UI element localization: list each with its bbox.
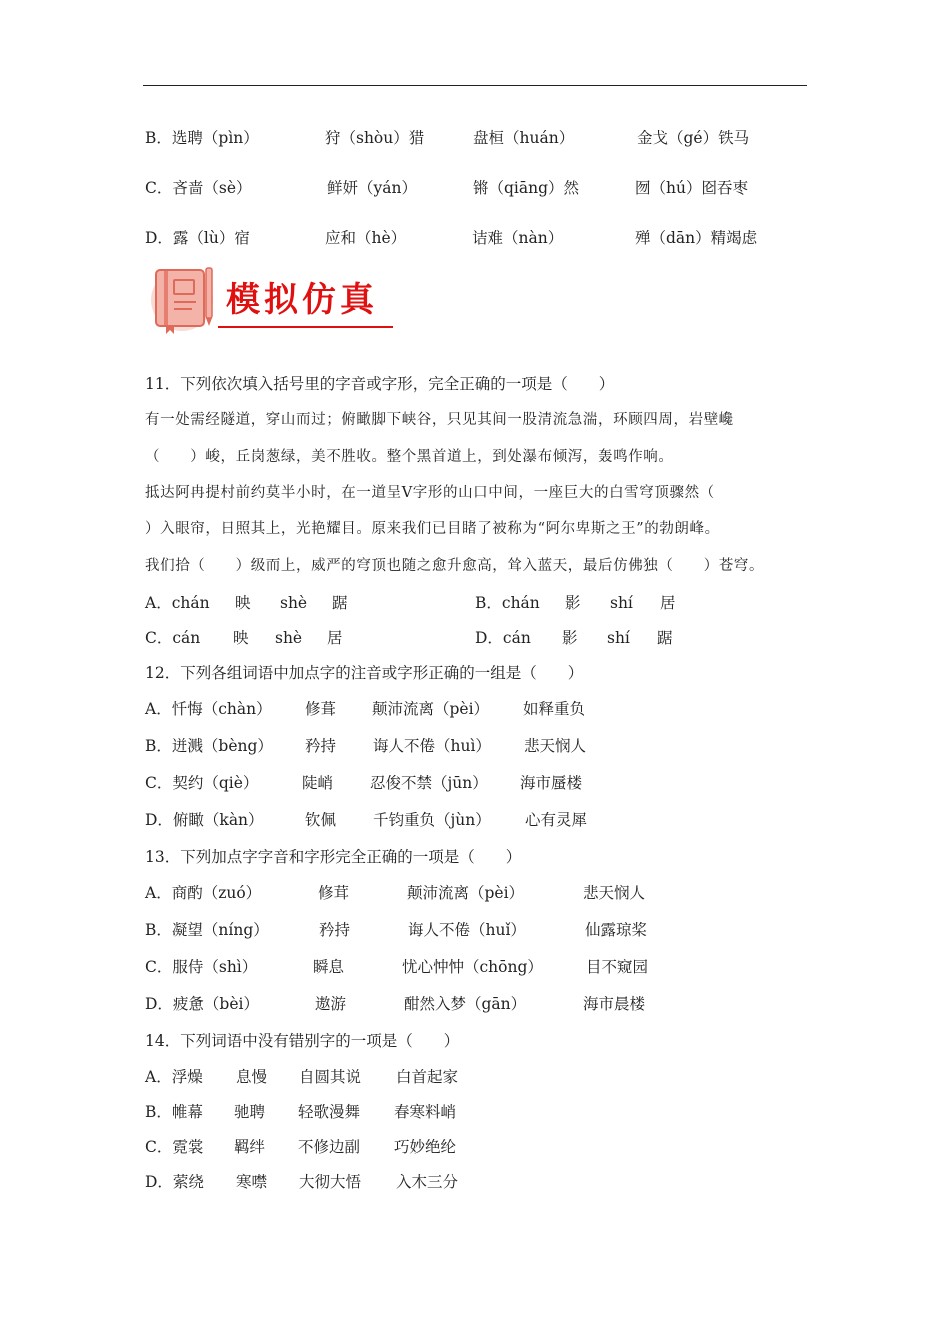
option-text: shí (610, 594, 633, 612)
option-text: 金戈（gé）铁马 (637, 129, 750, 147)
option-text: 羁绊 (234, 1138, 266, 1156)
section-title-underline (218, 326, 393, 328)
option-text: 目不窥园 (586, 958, 649, 976)
option-text: 修葺 (305, 700, 337, 718)
option-text: A．浮燥 (145, 1068, 203, 1086)
q11-passage-line: 抵达阿冉提村前约莫半小时，在一道呈V字形的山口中间，一座巨大的白雪穹顶骤然（ (145, 485, 715, 501)
option-text: B．选聘（pìn） (145, 129, 259, 147)
option-text: 驰聘 (234, 1103, 266, 1121)
option-text: 海市晨楼 (583, 995, 646, 1013)
option-text: C．契约（qiè） (145, 774, 259, 792)
option-text: A．chán (145, 594, 210, 612)
option-text: 春寒料峭 (394, 1103, 457, 1121)
option-text: shè (280, 594, 308, 612)
option-text: 颠沛流离（pèi） (372, 700, 490, 718)
option-text: D．萦绕 (145, 1173, 204, 1191)
option-text: shí (607, 629, 630, 647)
option-text: D．露（lù）宿 (145, 229, 250, 247)
option-text: 应和（hè） (325, 229, 407, 247)
option-text: D．疲惫（bèi） (145, 995, 259, 1013)
option-text: 白首起家 (396, 1068, 459, 1086)
option-text: 酣然入梦（gān） (404, 995, 527, 1013)
option-text: 悲天悯人 (583, 884, 646, 902)
option-text: C．霓裳 (145, 1138, 204, 1156)
option-text: 海市蜃楼 (520, 774, 583, 792)
header-rule (143, 85, 807, 86)
option-text: 巧妙绝纶 (394, 1138, 457, 1156)
q11-stem: 11．下列依次填入括号里的字音或字形，完全正确的一项是（ ） (145, 375, 615, 393)
q11-passage-line: 我们拾（ ）级而上，威严的穹顶也随之愈升愈高，耸入蓝天，最后仿佛独（ ）苍穹。 (145, 558, 765, 574)
option-text: 诘难（nàn） (472, 229, 564, 247)
option-text: C．cán (145, 629, 201, 647)
option-text: 心有灵犀 (525, 811, 588, 829)
option-text: 映 (235, 594, 251, 612)
option-text: 映 (233, 629, 249, 647)
option-text: 踞 (657, 629, 673, 647)
option-text: 大彻大悟 (299, 1173, 362, 1191)
option-text: 轻歌漫舞 (298, 1103, 361, 1121)
option-text: B．凝望（níng） (145, 921, 269, 939)
option-text: 寒噤 (236, 1173, 268, 1191)
option-text: 钦佩 (305, 811, 337, 829)
option-text: 踞 (332, 594, 348, 612)
q14-stem: 14．下列词语中没有错别字的一项是（ ） (145, 1032, 460, 1050)
option-text: C．服侍（shì） (145, 958, 258, 976)
option-text: 瞬息 (313, 958, 345, 976)
option-text: 忍俊不禁（jūn） (370, 774, 488, 792)
option-text: 自圆其说 (299, 1068, 362, 1086)
option-text: D．cán (475, 629, 531, 647)
option-text: 盘桓（huán） (473, 129, 575, 147)
option-text: 颠沛流离（pèi） (407, 884, 525, 902)
option-text: B．迸溅（bèng） (145, 737, 273, 755)
option-text: B．帷幕 (145, 1103, 203, 1121)
option-text: 遨游 (315, 995, 347, 1013)
option-text: 锵（qiāng）然 (473, 179, 580, 197)
option-text: 入木三分 (396, 1173, 459, 1191)
option-text: 修茸 (318, 884, 350, 902)
option-text: 居 (660, 594, 676, 612)
q11-passage-line: 有一处需经隧道，穿山而过；俯瞰脚下峡谷，只见其间一股清流急湍，环顾四周，岩壁巉 (145, 412, 734, 428)
q11-passage-line: （ ）峻，丘岗葱绿，美不胜收。整个黑首道上，到处瀑布倾泻，轰鸣作响。 (145, 449, 674, 465)
option-text: 矜持 (319, 921, 351, 939)
option-text: D．俯瞰（kàn） (145, 811, 264, 829)
option-text: A．商酌（zuó） (145, 884, 262, 902)
option-text: 诲人不倦（huì） (373, 737, 491, 755)
option-text: 囫（hú）囵吞枣 (635, 179, 748, 197)
q12-stem: 12．下列各组词语中加点字的注音或字形正确的一组是（ ） (145, 664, 584, 682)
option-text: 陡峭 (302, 774, 334, 792)
option-text: A．忏悔（chàn） (145, 700, 272, 718)
option-text: 不修边副 (298, 1138, 361, 1156)
option-text: 鲜妍（yán） (327, 179, 417, 197)
option-text: 影 (565, 594, 581, 612)
option-text: 殚（dān）精竭虑 (635, 229, 758, 247)
option-text: C．吝啬（sè） (145, 179, 252, 197)
option-text: 忧心忡忡（chōng） (402, 958, 543, 976)
option-text: 息慢 (236, 1068, 268, 1086)
option-text: 如释重负 (523, 700, 586, 718)
option-text: 悲天悯人 (524, 737, 587, 755)
option-text: 影 (562, 629, 578, 647)
option-text: 居 (327, 629, 343, 647)
option-text: 仙露琼桨 (585, 921, 648, 939)
option-text: B．chán (475, 594, 540, 612)
option-text: 诲人不倦（huǐ） (408, 921, 526, 939)
q11-passage-line: ）入眼帘，日照其上，光艳耀目。原来我们已目睹了被称为“阿尔卑斯之王”的勃朗峰。 (145, 521, 720, 537)
option-text: 矜持 (305, 737, 337, 755)
section-title: 模拟仿真 (226, 280, 378, 320)
option-text: 千钧重负（jùn） (373, 811, 491, 829)
option-text: shè (275, 629, 303, 647)
q13-stem: 13．下列加点字字音和字形完全正确的一项是（ ） (145, 848, 522, 866)
option-text: 狩（shòu）猎 (325, 129, 425, 147)
